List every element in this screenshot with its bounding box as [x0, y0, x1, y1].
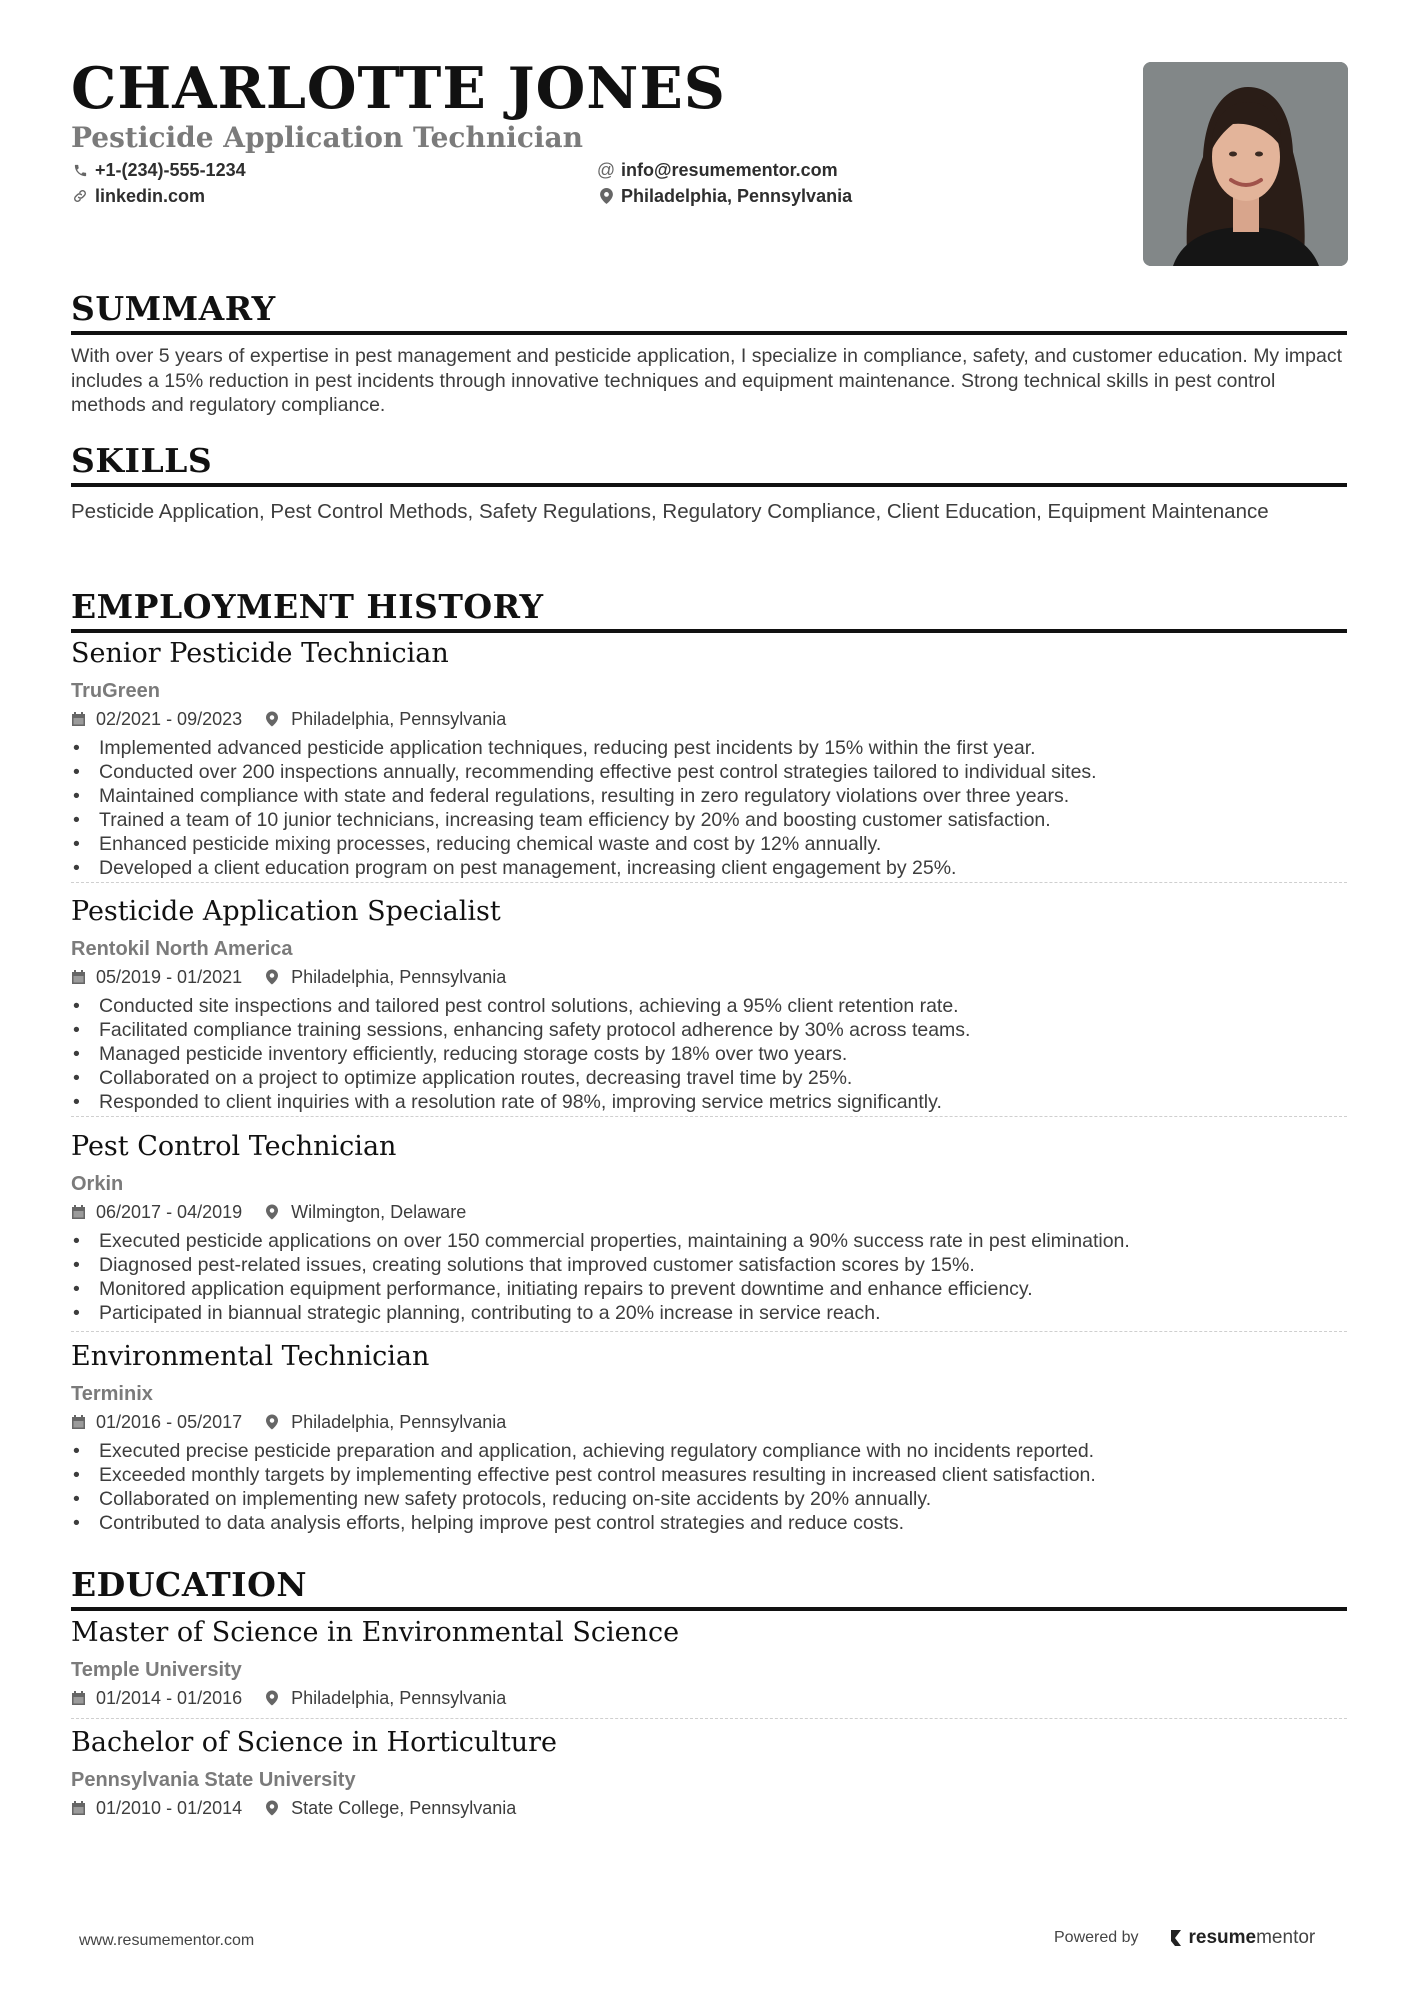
- profile-photo: [1143, 62, 1348, 266]
- school-name: Pennsylvania State University: [71, 1769, 356, 1791]
- education-location-text: State College, Pennsylvania: [291, 1798, 517, 1818]
- job-entry: [71, 898, 1347, 1114]
- calendar-icon: [71, 969, 88, 986]
- map-pin-icon: [597, 187, 615, 205]
- job-location: [266, 968, 506, 986]
- job-entry: [71, 1343, 1347, 1535]
- email-text: info@resumementor.com: [621, 160, 838, 180]
- bullet-item: • Exceeded monthly targets by implementing effective pest control measures resulting in increased client satisfaction.: [71, 1463, 1347, 1487]
- bullet-item: • Executed pesticide applications on over 150 commercial properties, maintaining a 90% success rate in pest elimination.: [71, 1229, 1347, 1253]
- linkedin-text: linkedin.com: [95, 186, 206, 206]
- divider: [71, 1718, 1347, 1719]
- map-pin-icon: [266, 1414, 283, 1431]
- education-entry: [71, 1619, 1347, 1707]
- skills-text: Pesticide Application, Pest Control Methods, Safety Regulations, Regulatory Compliance, Client Education, Equipment Maintenance: [71, 500, 1269, 523]
- bullet-item: • Collaborated on implementing new safety protocols, reducing on-site accidents by 20% annually.: [71, 1487, 1347, 1511]
- education-section: [71, 1565, 1347, 1611]
- bullet-item: • Developed a client education program on pest management, increasing client engagement by 25%.: [71, 856, 1347, 880]
- bullet-item: • Implemented advanced pesticide application techniques, reducing pest incidents by 15% within the first year.: [71, 736, 1347, 760]
- job-bullets: [71, 1229, 1347, 1325]
- brand-logo[interactable]: [1169, 1927, 1316, 1949]
- company-name: Orkin: [71, 1173, 124, 1195]
- bullet-item: • Maintained compliance with state and federal regulations, resulting in zero regulatory violations over three years.: [71, 784, 1347, 808]
- job-meta: [71, 710, 1347, 728]
- phone-text: +1-(234)-555-1234: [95, 160, 246, 180]
- calendar-icon: [71, 1204, 88, 1221]
- education-dates: 01/2014 - 01/2016: [96, 1688, 243, 1708]
- job-dates: 05/2019 - 01/2021: [96, 967, 243, 987]
- phone-icon: [71, 161, 89, 179]
- divider: [71, 1116, 1347, 1117]
- calendar-icon: [71, 711, 88, 728]
- bullet-item: • Monitored application equipment performance, initiating repairs to prevent downtime and enhance efficiency.: [71, 1277, 1347, 1301]
- job-dates: 02/2021 - 09/2023: [96, 709, 243, 729]
- contact-email[interactable]: [597, 161, 838, 179]
- degree-title: Master of Science in Environmental Science: [71, 1617, 680, 1648]
- job-meta: [71, 1203, 1347, 1221]
- job-meta: [71, 968, 1347, 986]
- education-heading: EDUCATION: [71, 1568, 1347, 1611]
- employment-heading: EMPLOYMENT HISTORY: [71, 590, 1347, 633]
- bullet-item: • Facilitated compliance training sessions, enhancing safety protocol adherence by 30% across teams.: [71, 1018, 1347, 1042]
- summary-heading: SUMMARY: [71, 292, 1347, 335]
- job-location: [266, 1203, 466, 1221]
- job-location-text: Philadelphia, Pennsylvania: [291, 1412, 507, 1432]
- summary-section: [71, 289, 1347, 418]
- job-meta: [71, 1413, 1347, 1431]
- skills-heading: SKILLS: [71, 444, 1347, 487]
- job-bullets: [71, 736, 1347, 880]
- education-location-text: Philadelphia, Pennsylvania: [291, 1688, 507, 1708]
- education-location: [266, 1799, 516, 1817]
- bullet-item: • Contributed to data analysis efforts, helping improve pest control strategies and reduce costs.: [71, 1511, 1347, 1535]
- education-location: [266, 1689, 506, 1707]
- education-dates: 01/2010 - 01/2014: [96, 1798, 243, 1818]
- bullet-item: • Responded to client inquiries with a resolution rate of 98%, improving service metrics significantly.: [71, 1090, 1347, 1114]
- footer-website[interactable]: www.resumementor.com: [79, 1932, 255, 1949]
- bullet-item: • Conducted over 200 inspections annually, recommending effective pest control strategies tailored to individual sites.: [71, 760, 1347, 784]
- brand-mark-icon: [1169, 1928, 1185, 1948]
- location-text: Philadelphia, Pennsylvania: [621, 186, 853, 206]
- brand-name-bold: resume: [1188, 1927, 1257, 1948]
- summary-text: With over 5 years of expertise in pest management and pesticide application, I specialize in compliance, safety, and customer education. My impact includes a 15% reduction in pest incidents through innovative techniques and equipment maintenance. Strong technical skills in pest control methods and regulatory compliance.: [71, 345, 1343, 416]
- job-title: Environmental Technician: [71, 1341, 430, 1372]
- bullet-item: • Conducted site inspections and tailored pest control solutions, achieving a 95% client retention rate.: [71, 994, 1347, 1018]
- job-entry: [71, 1133, 1347, 1325]
- company-name: Terminix: [71, 1383, 153, 1405]
- resume-header: [71, 0, 1347, 278]
- job-location-text: Philadelphia, Pennsylvania: [291, 967, 507, 987]
- job-title: Pest Control Technician: [71, 1131, 397, 1162]
- link-icon: [71, 187, 89, 205]
- at-sign-icon: @: [596, 160, 616, 180]
- job-title: Senior Pesticide Technician: [71, 638, 449, 669]
- contact-phone: [71, 161, 246, 179]
- powered-by-label: Powered by: [1054, 1929, 1139, 1946]
- job-bullets: [71, 1439, 1347, 1535]
- calendar-icon: [71, 1414, 88, 1431]
- education-meta: [71, 1689, 1347, 1707]
- contact-location: [597, 187, 852, 205]
- education-entry: [71, 1729, 1347, 1817]
- bullet-item: • Trained a team of 10 junior technicians, increasing team efficiency by 20% and boosting customer satisfaction.: [71, 808, 1347, 832]
- company-name: TruGreen: [71, 680, 160, 702]
- bullet-item: • Participated in biannual strategic planning, contributing to a 20% increase in service reach.: [71, 1301, 1347, 1325]
- school-name: Temple University: [71, 1659, 242, 1681]
- bullet-item: • Enhanced pesticide mixing processes, reducing chemical waste and cost by 12% annually.: [71, 832, 1347, 856]
- job-location-text: Wilmington, Delaware: [291, 1202, 467, 1222]
- job-dates: 01/2016 - 05/2017: [96, 1412, 243, 1432]
- candidate-title: Pesticide Application Technician: [71, 121, 583, 154]
- job-dates: 06/2017 - 04/2019: [96, 1202, 243, 1222]
- calendar-icon: [71, 1800, 88, 1817]
- job-entry: [71, 640, 1347, 880]
- brand-name-light: mentor: [1256, 1927, 1316, 1948]
- map-pin-icon: [266, 969, 283, 986]
- bullet-item: • Managed pesticide inventory efficiently, reducing storage costs by 18% over two years.: [71, 1042, 1347, 1066]
- job-title: Pesticide Application Specialist: [71, 896, 501, 927]
- bullet-item: • Executed precise pesticide preparation and application, achieving regulatory compliance with no incidents reported.: [71, 1439, 1347, 1463]
- bullet-item: • Collaborated on a project to optimize application routes, decreasing travel time by 25%.: [71, 1066, 1347, 1090]
- job-bullets: [71, 994, 1347, 1114]
- candidate-name: CHARLOTTE JONES: [71, 55, 726, 122]
- degree-title: Bachelor of Science in Horticulture: [71, 1727, 558, 1758]
- divider: [71, 882, 1347, 883]
- skills-section: [71, 441, 1347, 525]
- job-location: [266, 1413, 506, 1431]
- education-meta: [71, 1799, 1347, 1817]
- bullet-item: • Diagnosed pest-related issues, creating solutions that improved customer satisfaction scores by 15%.: [71, 1253, 1347, 1277]
- map-pin-icon: [266, 1204, 283, 1221]
- job-location: [266, 710, 506, 728]
- company-name: Rentokil North America: [71, 938, 293, 960]
- contact-linkedin[interactable]: [71, 187, 205, 205]
- divider: [71, 1331, 1347, 1332]
- employment-section: [71, 587, 1347, 633]
- map-pin-icon: [266, 1800, 283, 1817]
- footer-powered-by: [1054, 1927, 1315, 1949]
- map-pin-icon: [266, 711, 283, 728]
- calendar-icon: [71, 1690, 88, 1707]
- job-location-text: Philadelphia, Pennsylvania: [291, 709, 507, 729]
- map-pin-icon: [266, 1690, 283, 1707]
